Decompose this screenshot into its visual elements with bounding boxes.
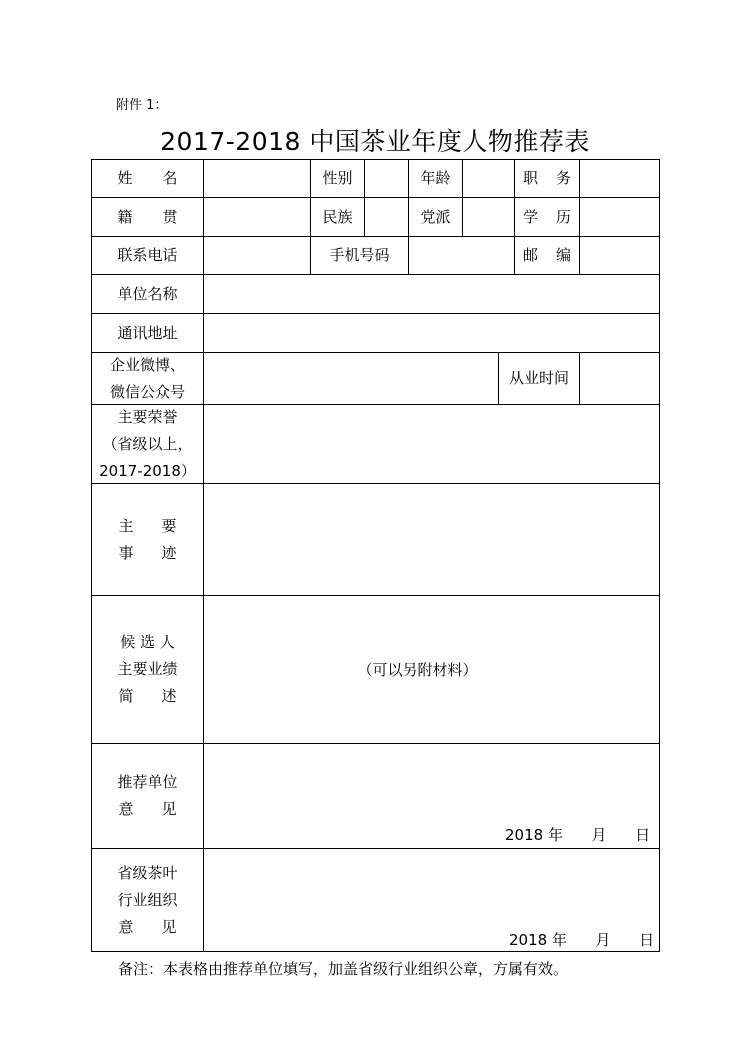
summary-label-line-1: 候 选 人 (120, 633, 175, 651)
province-label-line-3 (118, 914, 176, 941)
provincial-organization-opinion-label (91, 848, 204, 952)
honors-label-line-3: 2017-2018） (99, 461, 196, 480)
name-input[interactable] (203, 159, 311, 198)
party-input[interactable] (462, 197, 515, 237)
native-label-char-1: 籍 (117, 207, 133, 226)
phone-label: 联系电话 (91, 236, 204, 275)
unit-label-line-1: 推荐单位 (117, 773, 178, 791)
summary-label-line-2: 主要业绩 (117, 660, 178, 678)
company-input[interactable] (203, 274, 660, 314)
deeds-char-1: 主 (118, 516, 134, 535)
years-in-industry-label: 从业时间 (498, 352, 580, 405)
summary-char-2: 述 (161, 687, 177, 705)
summary-hint: （可以另附材料） (357, 661, 478, 679)
honors-input[interactable] (203, 404, 660, 484)
company-label: 单位名称 (91, 274, 204, 314)
education-label-char-1: 学 (523, 207, 539, 226)
honors-label (91, 404, 204, 484)
name-label-char-1: 姓 (117, 169, 133, 187)
years-in-industry-input[interactable] (579, 352, 660, 405)
summary-label-line-3 (118, 683, 176, 710)
postcode-input[interactable] (579, 236, 660, 275)
native-place-label (91, 197, 204, 237)
ethnicity-input[interactable] (364, 197, 409, 237)
mobile-input[interactable] (408, 236, 515, 275)
postcode-label-char-2: 编 (555, 246, 571, 264)
gender-input[interactable] (364, 159, 409, 198)
province-label-line-2: 行业组织 (117, 890, 178, 909)
unit-char-2: 见 (161, 800, 177, 818)
main-deeds-label (91, 483, 204, 596)
name-label-char-2: 名 (162, 169, 178, 187)
postcode-label-char-1: 邮 (523, 246, 539, 264)
honors-label-line-1: 主要荣誉 (117, 407, 178, 426)
position-label-char-2: 务 (555, 169, 571, 187)
position-label (514, 159, 580, 198)
weibo-wechat-input[interactable] (203, 352, 499, 405)
province-char-2: 见 (161, 917, 177, 936)
education-input[interactable] (579, 197, 660, 237)
age-input[interactable] (462, 159, 515, 198)
address-input[interactable] (203, 313, 660, 353)
ethnicity-label: 民族 (310, 197, 365, 237)
address-label: 通讯地址 (91, 313, 204, 353)
honors-label-line-2: （省级以上， (102, 434, 193, 453)
native-label-char-2: 贯 (162, 207, 178, 226)
unit-char-1: 意 (118, 800, 134, 818)
performance-summary-label (91, 595, 204, 744)
deeds-char-3: 事 (118, 543, 134, 562)
party-label: 党派 (408, 197, 463, 237)
attachment-label: 附件 1： (116, 98, 168, 113)
form-title: 2017-2018 中国茶业年度人物推荐表 (160, 127, 590, 156)
performance-summary-input[interactable] (203, 595, 660, 744)
province-char-1: 意 (118, 917, 134, 936)
weibo-label-line-2: 微信公众号 (109, 382, 185, 401)
education-label-char-2: 历 (555, 207, 571, 226)
unit-label-line-2 (118, 796, 176, 823)
deeds-label-line-1 (119, 513, 177, 540)
province-label-line-1: 省级茶叶 (117, 863, 178, 882)
phone-input[interactable] (203, 236, 311, 275)
recommending-unit-opinion-label (91, 743, 204, 849)
province-signature-date: 2018 年 月 日 (509, 931, 655, 949)
main-deeds-input[interactable] (203, 483, 660, 596)
native-place-input[interactable] (203, 197, 311, 237)
name-label (91, 159, 204, 198)
summary-char-1: 简 (118, 687, 134, 705)
deeds-char-4: 迹 (161, 543, 177, 562)
education-label (514, 197, 580, 237)
weibo-wechat-label (91, 352, 204, 405)
position-label-char-1: 职 (523, 169, 539, 187)
weibo-label-line-1: 企业微博、 (109, 355, 185, 374)
position-input[interactable] (579, 159, 660, 198)
mobile-label: 手机号码 (310, 236, 409, 275)
unit-signature-date: 2018 年 月 日 (505, 826, 651, 844)
deeds-char-2: 要 (161, 516, 177, 535)
gender-label: 性别 (310, 159, 365, 198)
deeds-label-line-2 (119, 540, 177, 567)
postcode-label (514, 236, 580, 275)
age-label: 年龄 (408, 159, 463, 198)
footer-note: 备注：本表格由推荐单位填写，加盖省级行业组织公章，方属有效。 (118, 960, 569, 978)
